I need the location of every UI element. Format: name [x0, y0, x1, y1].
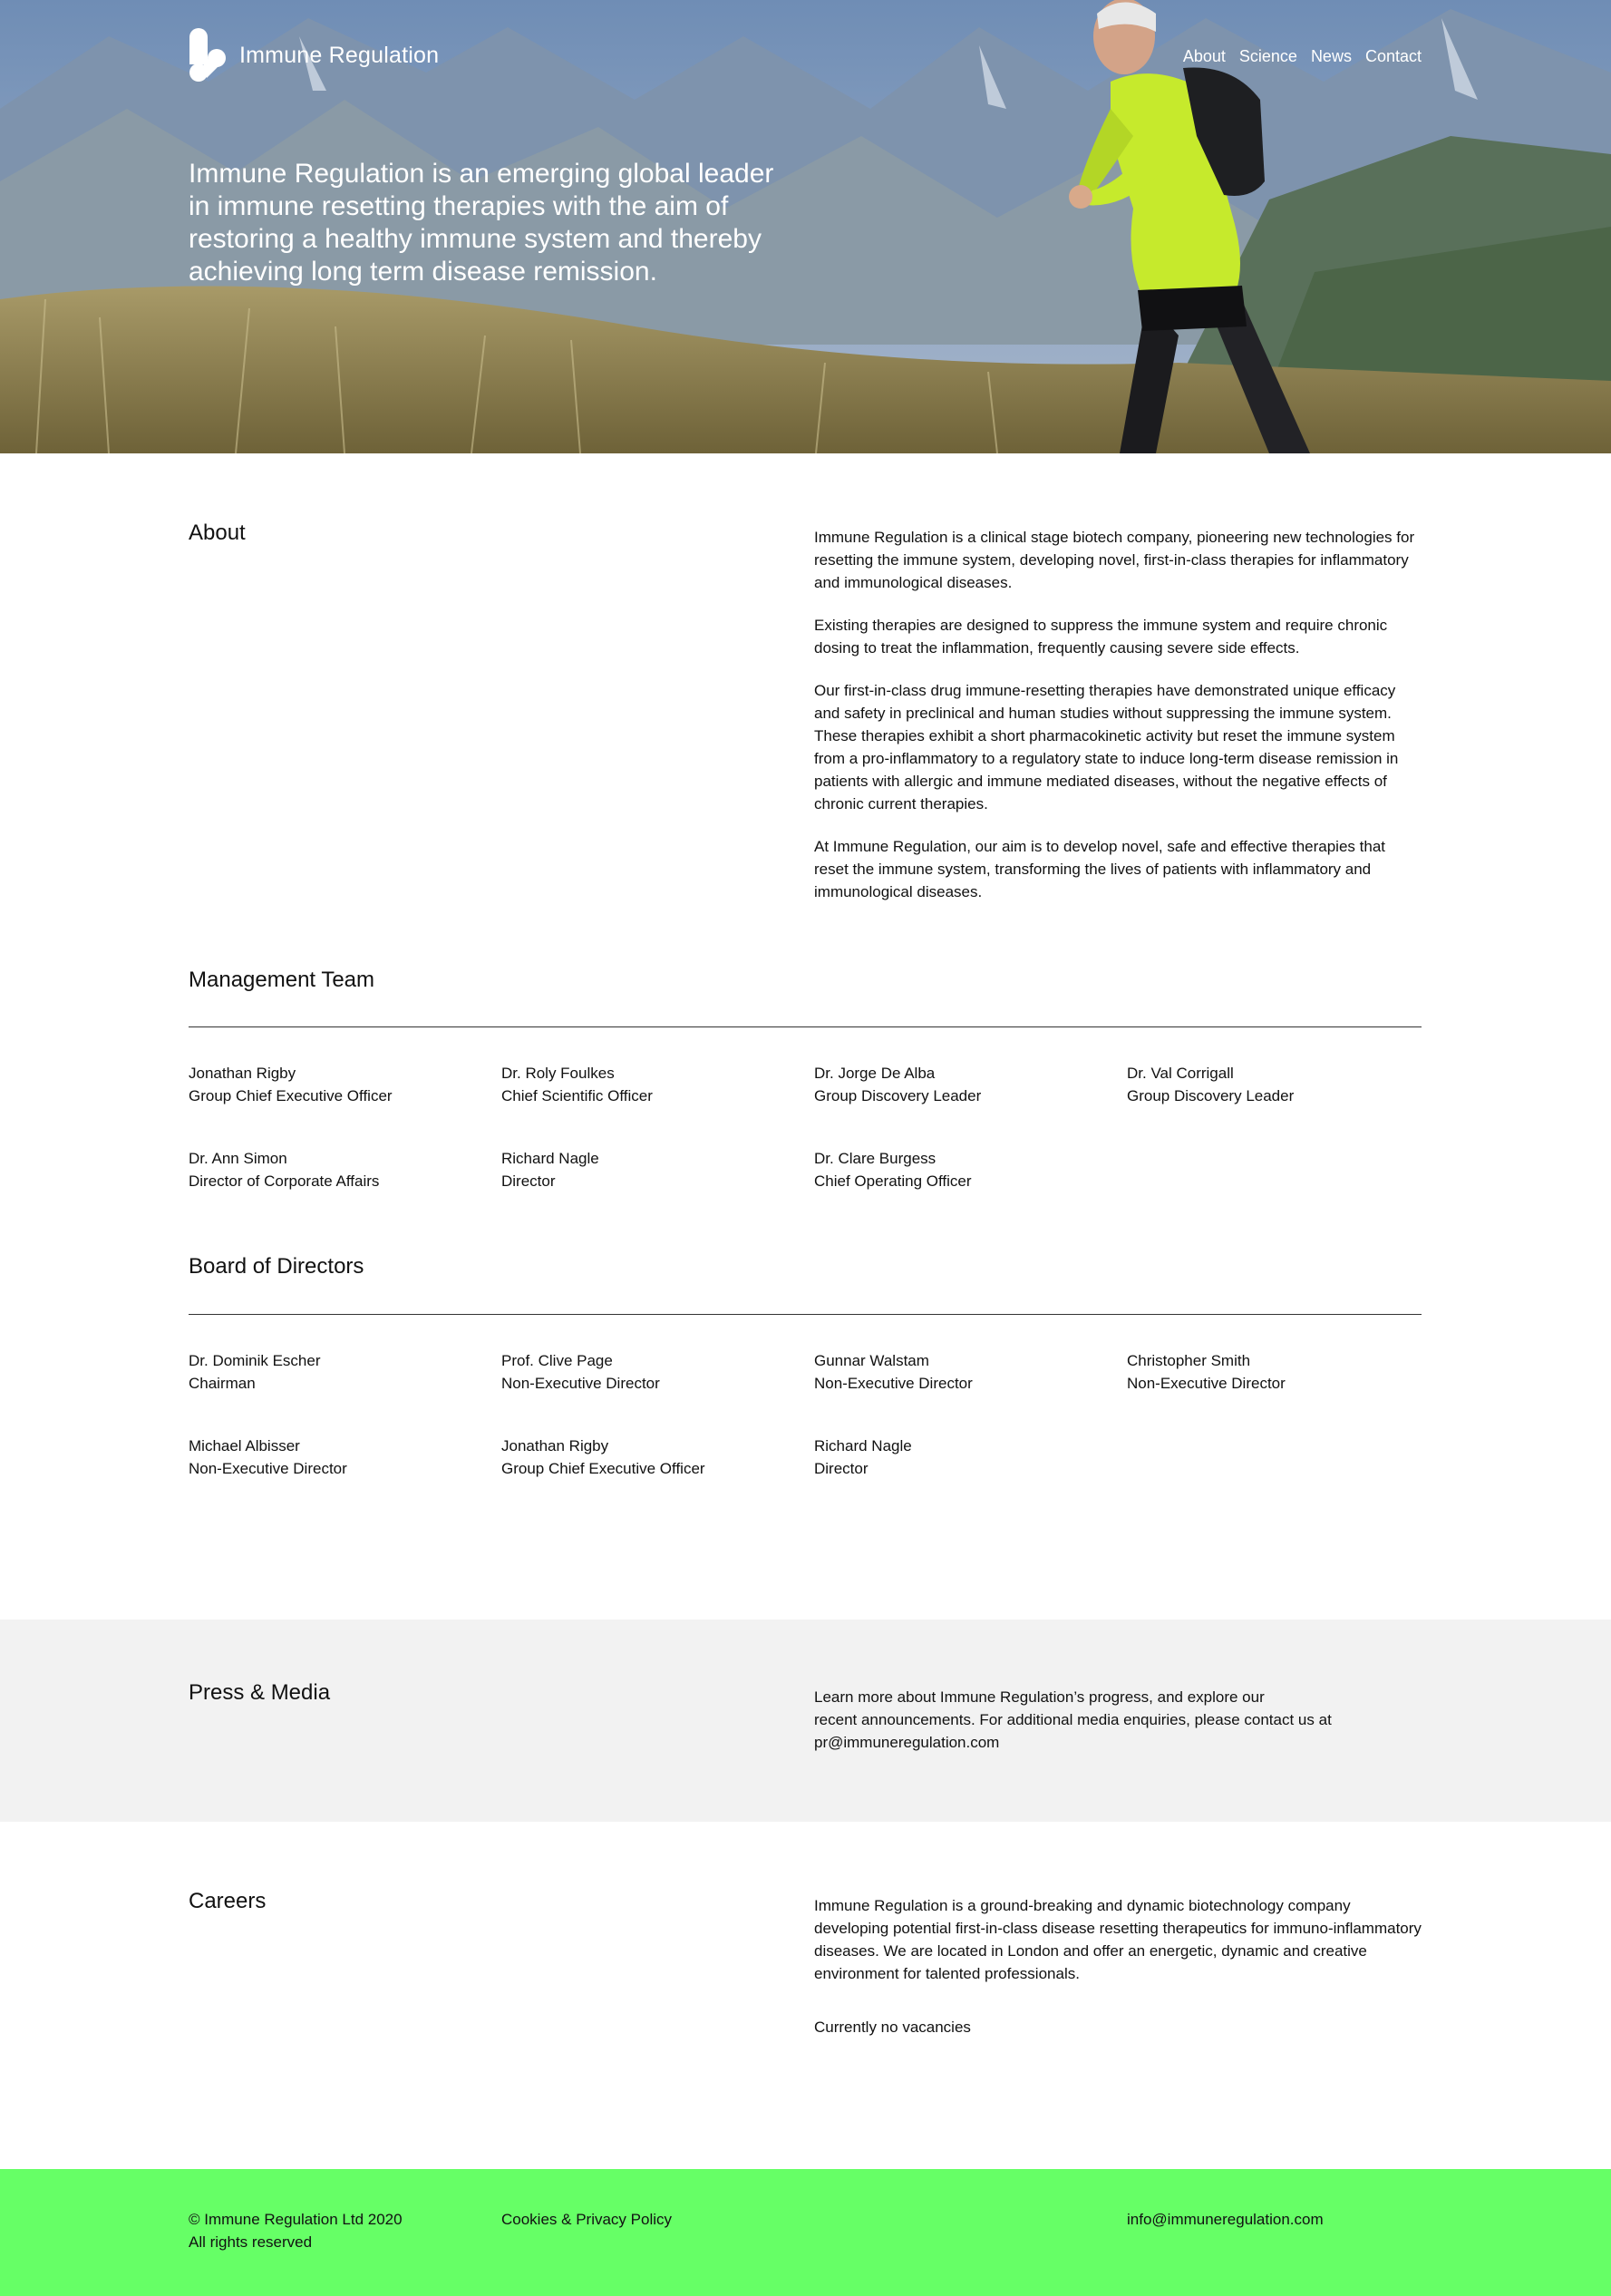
- press-body: [814, 1686, 1431, 1754]
- brand-name: Immune Regulation: [239, 42, 440, 68]
- footer-email-link[interactable]: info@immuneregulation.com: [1127, 2211, 1324, 2228]
- member-name: Prof. Clive Page: [501, 1352, 613, 1369]
- member-role: Group Chief Executive Officer: [189, 1087, 393, 1104]
- member-role: Director of Corporate Affairs: [189, 1172, 380, 1190]
- team-member: [501, 1062, 801, 1107]
- member-name: Jonathan Rigby: [501, 1437, 609, 1454]
- member-role: Director: [501, 1172, 556, 1190]
- copyright-text: © Immune Regulation Ltd 2020: [189, 2211, 403, 2228]
- team-member: [1127, 1062, 1426, 1107]
- team-member: [189, 1062, 488, 1107]
- board-member: [814, 1349, 1113, 1395]
- press-text-line: recent announcements. For additional media enquiries, please contact us at: [814, 1711, 1332, 1728]
- board-member: [501, 1435, 801, 1480]
- member-name: Christopher Smith: [1127, 1352, 1251, 1369]
- nav-news[interactable]: News: [1310, 47, 1352, 65]
- about-paragraph: Existing therapies are designed to suppress the immune system and require chronic dosing to treat the inflammation, frequently causing severe side effects.: [814, 617, 1388, 657]
- privacy-policy-link[interactable]: Cookies & Privacy Policy: [501, 2211, 673, 2228]
- management-title: Management Team: [189, 968, 375, 992]
- careers-title: Careers: [189, 1889, 267, 1913]
- careers-body: [814, 1894, 1422, 2058]
- member-name: Dr. Dominik Escher: [189, 1352, 321, 1369]
- about-paragraph: Our first-in-class drug immune-resetting therapies have demonstrated unique efficacy and safety in preclinical and human studies without suppressing the immune system. These therapies exhibit a short pharmacokinetic activity but reset the immune system from a pro-inflammatory to a regulatory state to induce long-term disease remission in patients with allergic and immune mediated diseases, without the negative effects of chronic current therapies.: [814, 682, 1399, 812]
- vacancies-text: Currently no vacancies: [814, 2019, 971, 2036]
- brand-logo[interactable]: [189, 27, 439, 83]
- member-role: Group Chief Executive Officer: [501, 1460, 705, 1477]
- nav-contact[interactable]: Contact: [1364, 47, 1422, 65]
- footer-contact: [1127, 2208, 1324, 2231]
- board-member: [189, 1435, 488, 1480]
- nav-about[interactable]: About: [1182, 47, 1226, 65]
- team-member: [501, 1147, 801, 1192]
- member-name: Dr. Val Corrigall: [1127, 1065, 1234, 1082]
- press-title: Press & Media: [189, 1680, 331, 1705]
- hero-banner: [0, 0, 1611, 453]
- member-role: Chairman: [189, 1375, 256, 1392]
- member-role: Non-Executive Director: [814, 1375, 973, 1392]
- press-email-link[interactable]: pr@immuneregulation.com: [814, 1734, 1000, 1751]
- member-name: Gunnar Walstam: [814, 1352, 929, 1369]
- member-name: Richard Nagle: [814, 1437, 912, 1454]
- member-name: Michael Albisser: [189, 1437, 300, 1454]
- team-member: [814, 1147, 1113, 1192]
- member-name: Dr. Roly Foulkes: [501, 1065, 615, 1082]
- management-divider: [189, 1026, 1422, 1027]
- member-role: Group Discovery Leader: [1127, 1087, 1295, 1104]
- board-member: [814, 1435, 1113, 1480]
- site-footer: [0, 2169, 1611, 2296]
- hero-headline: Immune Regulation is an emerging global leader in immune resetting therapies with the aim of restoring a healthy immune system and thereby achieving long term disease remission.: [189, 159, 774, 287]
- team-member: [189, 1147, 488, 1192]
- press-section: [0, 1620, 1611, 1822]
- footer-copyright-block: [189, 2208, 403, 2253]
- board-member: [1127, 1349, 1426, 1395]
- logo-icon: [189, 27, 227, 83]
- member-role: Non-Executive Director: [1127, 1375, 1286, 1392]
- member-name: Richard Nagle: [501, 1150, 599, 1167]
- about-title: About: [189, 520, 246, 545]
- member-role: Non-Executive Director: [501, 1375, 660, 1392]
- member-role: Director: [814, 1460, 869, 1477]
- board-title: Board of Directors: [189, 1254, 364, 1279]
- team-member: [814, 1062, 1113, 1107]
- board-divider: [189, 1314, 1422, 1315]
- board-member: [189, 1349, 488, 1395]
- member-role: Non-Executive Director: [189, 1460, 347, 1477]
- press-text-line: Learn more about Immune Regulation’s progress, and explore our: [814, 1688, 1265, 1706]
- main-nav: [1183, 47, 1422, 66]
- member-name: Jonathan Rigby: [189, 1065, 296, 1082]
- about-paragraph: At Immune Regulation, our aim is to develop novel, safe and effective therapies that reset the immune system, transforming the lives of patients with inflammatory and immunological diseases.: [814, 838, 1385, 900]
- nav-science[interactable]: Science: [1238, 47, 1297, 65]
- member-role: Chief Operating Officer: [814, 1172, 972, 1190]
- about-paragraph: Immune Regulation is a clinical stage biotech company, pioneering new technologies for resetting the immune system, developing novel, first-in-class therapies for inflammatory and immunological diseases.: [814, 529, 1415, 591]
- member-role: Group Discovery Leader: [814, 1087, 982, 1104]
- member-name: Dr. Jorge De Alba: [814, 1065, 936, 1082]
- about-body: [814, 526, 1422, 923]
- member-role: Chief Scientific Officer: [501, 1087, 653, 1104]
- member-name: Dr. Clare Burgess: [814, 1150, 937, 1167]
- rights-text: All rights reserved: [189, 2233, 313, 2251]
- footer-links: [501, 2208, 672, 2231]
- member-name: Dr. Ann Simon: [189, 1150, 287, 1167]
- careers-paragraph: Immune Regulation is a ground-breaking and dynamic biotechnology company developing potential first-in-class disease resetting therapeutics for immuno-inflammatory diseases. We are located in London and offer an energetic, dynamic and creative environment for talented professionals.: [814, 1897, 1422, 1982]
- board-member: [501, 1349, 801, 1395]
